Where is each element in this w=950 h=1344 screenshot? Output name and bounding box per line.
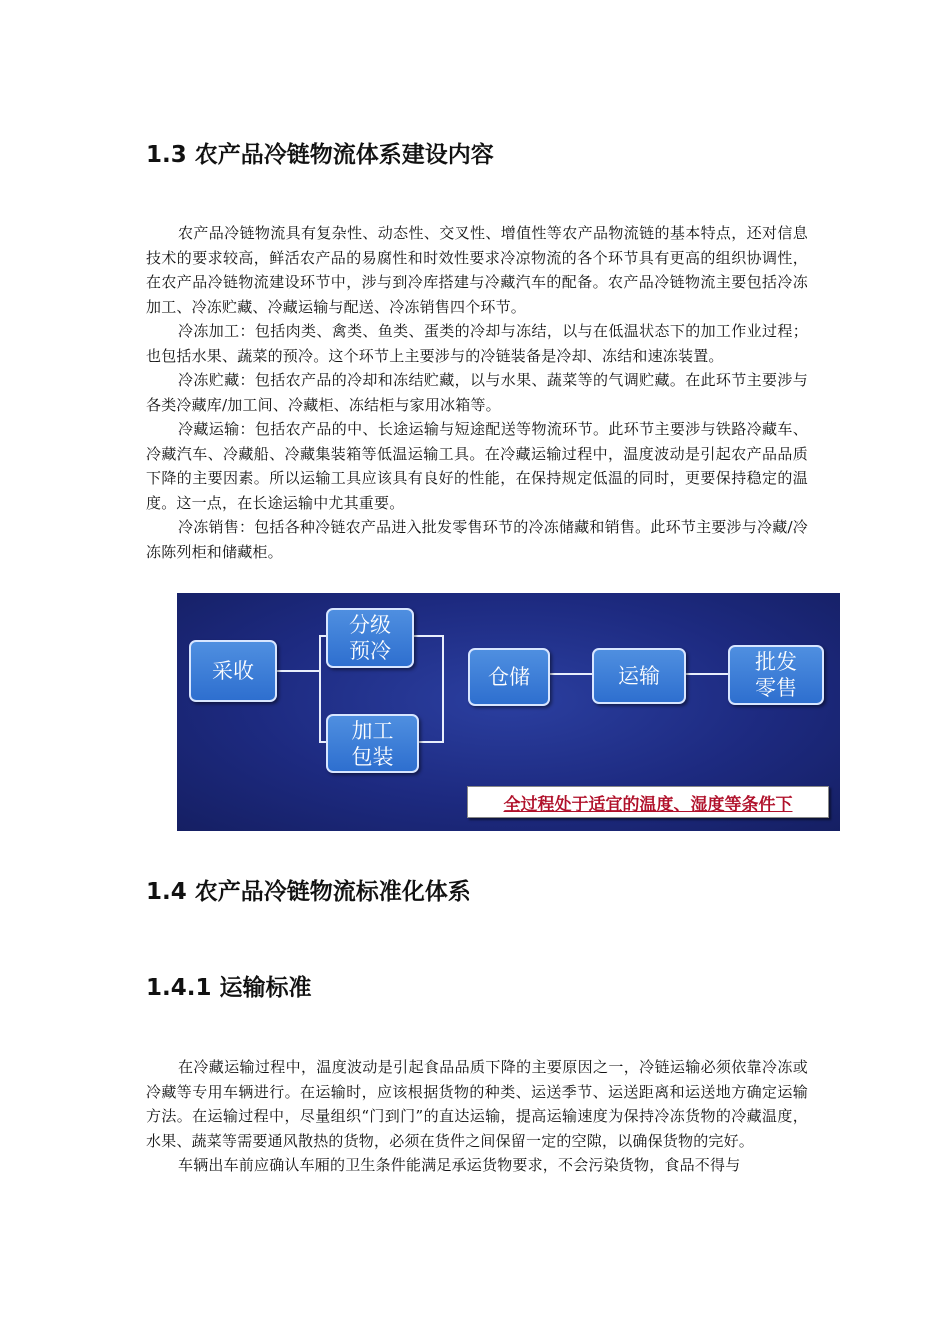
- node-harvest: 采收: [189, 640, 277, 702]
- connector-line: [417, 741, 443, 743]
- section-heading-1-4-1: 1.4.1 运输标准: [146, 975, 312, 1001]
- paragraph: 车辆出车前应确认车厢的卫生条件能满足承运货物要求，不会污染货物，食品不得与: [178, 1156, 741, 1174]
- connector-line: [684, 673, 728, 675]
- node-storage: 仓储: [468, 648, 550, 706]
- node-transport: 运输: [592, 648, 686, 704]
- banner-text: 全过程处于适宜的温度、湿度等条件下: [503, 794, 793, 815]
- section-1-4-1-body: [146, 1055, 808, 1178]
- connector-line: [411, 635, 443, 637]
- node-processing-packaging: 加工 包装: [326, 714, 419, 773]
- section-1-3-body: [146, 221, 808, 564]
- cold-chain-flow-diagram: [177, 593, 840, 831]
- paragraph: 冷冻销售：包括各种冷链农产品进入批发零售环节的冷冻储藏和销售。此环节主要涉与冷藏/冷冻陈列柜和储藏柜。: [146, 518, 808, 561]
- connector-line: [276, 670, 320, 672]
- section-heading-1-3: 1.3 农产品冷链物流体系建设内容: [146, 142, 494, 168]
- connector-line: [442, 635, 444, 743]
- paragraph: 农产品冷链物流具有复杂性、动态性、交叉性、增值性等农产品物流链的基本特点，还对信息技术的要求较高，鲜活农产品的易腐性和时效性要求冷凉物流的各个环节具有更高的组织协调性，在农产品冷链物流建设环节中，涉与到冷库搭建与冷藏汽车的配备。农产品冷链物流主要包括冷冻加工、冷冻贮藏、冷藏运输与配送、冷冻销售四个环节。: [146, 224, 808, 316]
- paragraph: 在冷藏运输过程中，温度波动是引起食品品质下降的主要原因之一，冷链运输必须依靠冷冻或冷藏等专用车辆进行。在运输时，应该根据货物的种类、运送季节、运送距离和运送地方确定运输方法。在运输过程中，尽量组织“门到门”的直达运输，提高运输速度为保持冷冻货物的冷藏温度，水果、蔬菜等需要通风散热的货物，必须在货件之间保留一定的空隙，以确保货物的完好。: [146, 1058, 808, 1150]
- paragraph: 冷冻贮藏：包括农产品的冷却和冻结贮藏，以与水果、蔬菜等的气调贮藏。在此环节主要涉与各类冷藏库/加工间、冷藏柜、冻结柜与家用冰箱等。: [146, 371, 808, 414]
- paragraph: 冷冻加工：包括肉类、禽类、鱼类、蛋类的冷却与冻结，以与在低温状态下的加工作业过程；也包括水果、蔬菜的预冷。这个环节上主要涉与的冷链装备是冷却、冻结和速冻装置。: [146, 322, 808, 365]
- paragraph: 冷藏运输：包括农产品的中、长途运输与短途配送等物流环节。此环节主要涉与铁路冷藏车、冷藏汽车、冷藏船、冷藏集装箱等低温运输工具。在冷藏运输过程中，温度波动是引起农产品品质下降的主要因素。所以运输工具应该具有良好的性能，在保持规定低温的同时，更要保持稳定的温度。这一点，在长途运输中尤其重要。: [146, 420, 808, 512]
- connector-line: [319, 635, 321, 743]
- node-wholesale-retail: 批发 零售: [728, 645, 824, 705]
- section-heading-1-4: 1.4 农产品冷链物流标准化体系: [146, 879, 471, 905]
- condition-banner: [467, 786, 829, 818]
- node-grading-precooling: 分级 预冷: [326, 608, 414, 668]
